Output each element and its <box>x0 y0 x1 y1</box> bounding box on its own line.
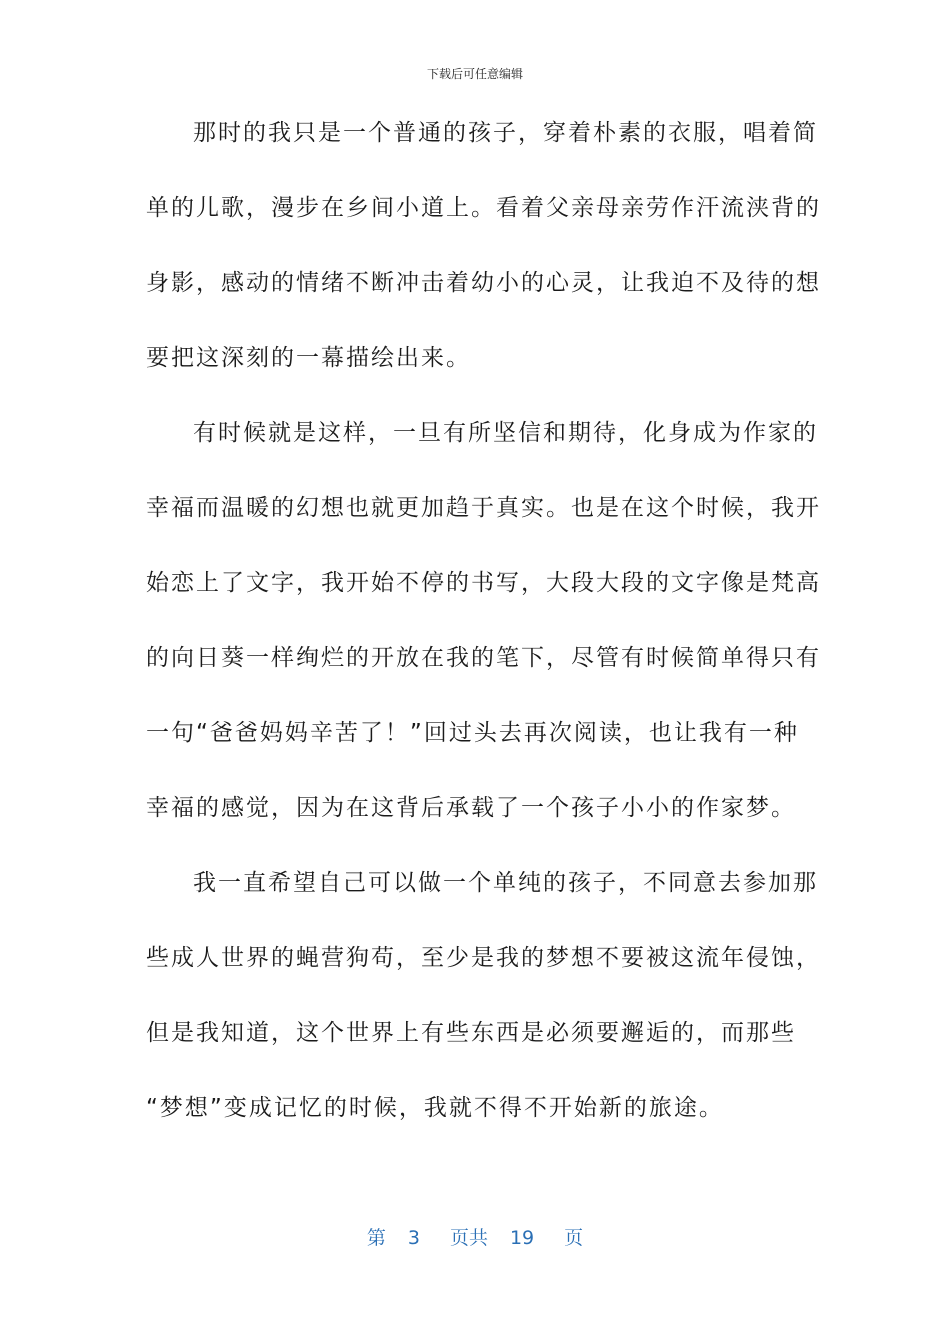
footer-total-pages: 19 <box>509 1227 535 1249</box>
page-header-note: 下载后可任意编辑 <box>426 67 523 81</box>
footer-prefix: 第 <box>366 1227 386 1249</box>
paragraph-1-line-3: 身影，感动的情绪不断冲击着幼小的心灵，让我迫不及待的想 <box>146 270 821 296</box>
paragraph-2-line-2: 幸福而温暖的幻想也就更加趋于真实。也是在这个时候，我开 <box>146 495 821 521</box>
document-body <box>146 117 821 1167</box>
paragraph-3-line-1: 我一直希望自己可以做一个单纯的孩子，不同意去参加那 <box>193 870 818 896</box>
footer-middle: 页共 <box>449 1227 488 1249</box>
paragraph-2-line-5: 一句“爸爸妈妈辛苦了！”回过头去再次阅读，也让我有一种 <box>146 720 799 746</box>
paragraph-3-line-3: 但是我知道，这个世界上有些东西是必须要邂逅的，而那些 <box>146 1020 796 1046</box>
paragraph-2-line-1: 有时候就是这样，一旦有所坚信和期待，化身成为作家的 <box>193 420 818 446</box>
footer-suffix: 页 <box>564 1227 584 1249</box>
paragraph-1-line-2: 单的儿歌，漫步在乡间小道上。看着父亲母亲劳作汗流浃背的 <box>146 195 821 221</box>
paragraph-3-line-2: 些成人世界的蝇营狗苟，至少是我的梦想不要被这流年侵蚀， <box>146 945 821 971</box>
paragraph-2-line-4: 的向日葵一样绚烂的开放在我的笔下，尽管有时候简单得只有 <box>146 645 821 671</box>
paragraph-2-line-6: 幸福的感觉，因为在这背后承载了一个孩子小小的作家梦。 <box>146 795 796 821</box>
paragraph-1-line-4: 要把这深刻的一幕描绘出来。 <box>146 345 471 371</box>
footer-current-page: 3 <box>407 1227 420 1249</box>
paragraph-3-line-4: “梦想”变成记忆的时候，我就不得不开始新的旅途。 <box>146 1095 724 1121</box>
paragraph-2-line-3: 始恋上了文字，我开始不停的书写，大段大段的文字像是梵高 <box>146 570 821 596</box>
page-footer <box>0 1226 950 1250</box>
paragraph-1-line-1: 那时的我只是一个普通的孩子，穿着朴素的衣服，唱着简 <box>193 120 818 146</box>
